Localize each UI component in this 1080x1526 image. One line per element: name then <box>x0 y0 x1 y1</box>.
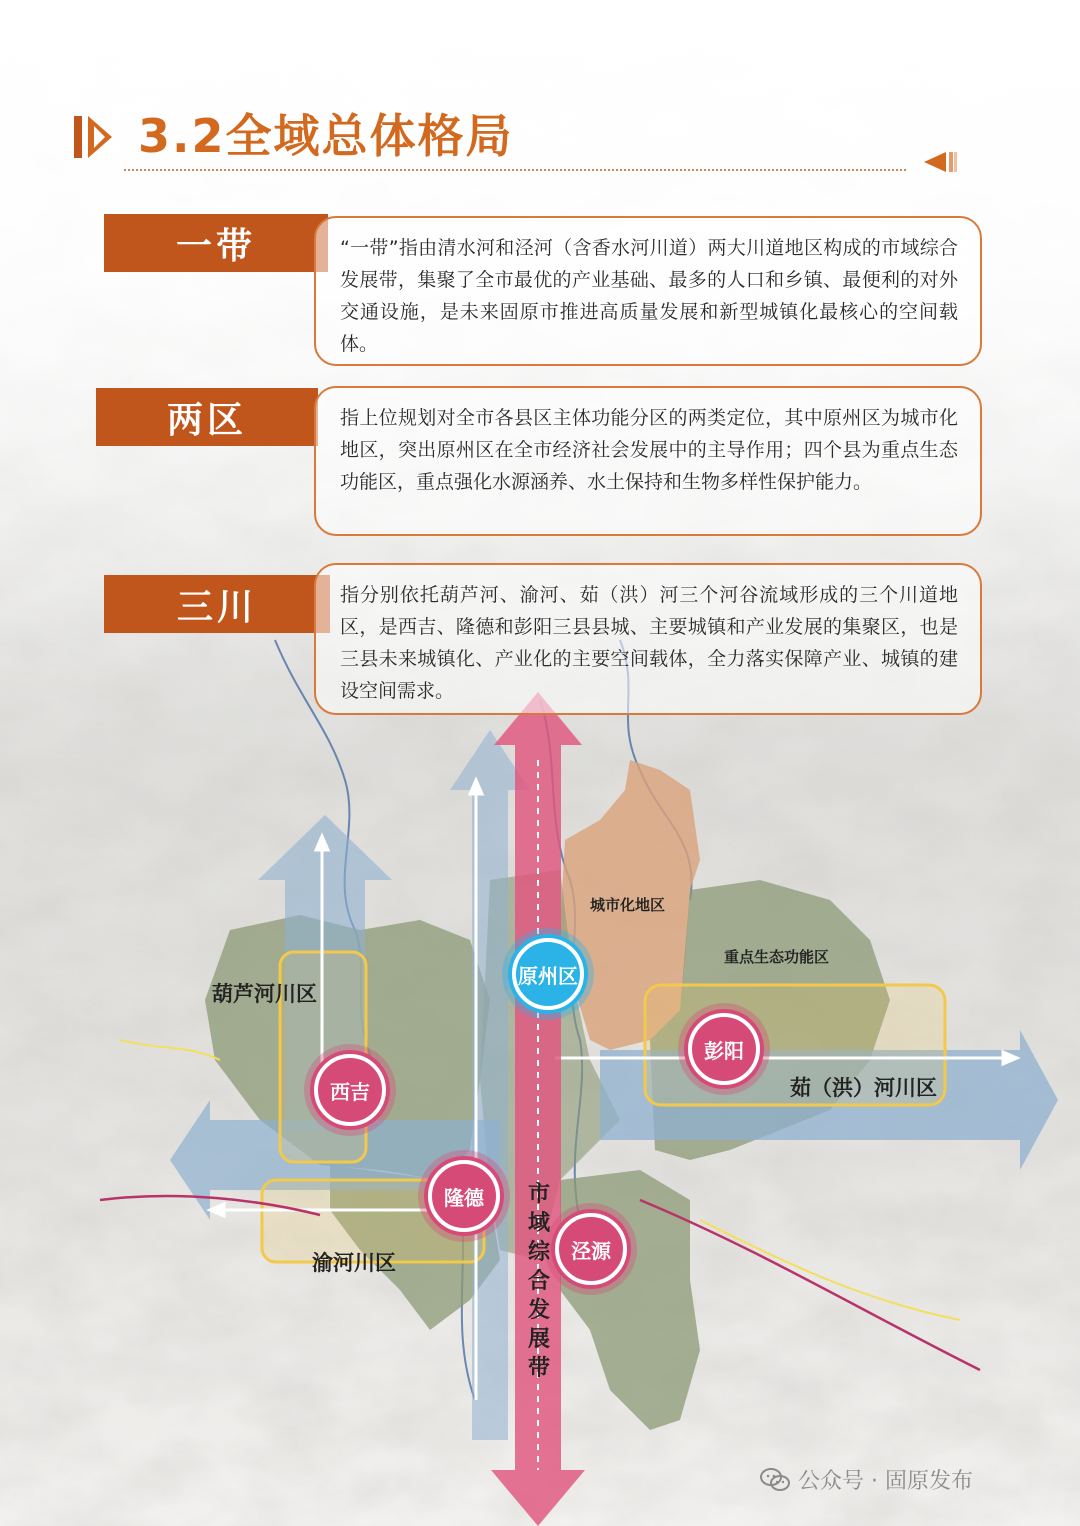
corridor-label-yu: 渝河川区 <box>312 1251 396 1275</box>
jingyuan-county-area <box>560 1170 700 1430</box>
band-label-char: 合 <box>527 1269 550 1294</box>
road-line <box>700 1220 960 1320</box>
band-label-char: 带 <box>527 1356 550 1381</box>
arrow-head <box>210 1204 224 1216</box>
corridor-label-hulu: 葫芦河川区 <box>212 982 317 1006</box>
section-label-sanchuan: 三川 <box>104 575 330 633</box>
footer-text: 公众号 · 固原发布 <box>798 1469 973 1494</box>
page-title: 3.2全域总体格局 <box>138 109 514 163</box>
node-jingyuan: 泾源 <box>555 1213 627 1285</box>
band-label-char: 域 <box>527 1211 550 1236</box>
road-line <box>120 1040 220 1060</box>
node-xiji: 西吉 <box>314 1054 386 1126</box>
zone-label-eco: 重点生态功能区 <box>724 948 830 966</box>
band-label-char: 展 <box>527 1327 550 1352</box>
corridor-label-ru: 茹（洪）河川区 <box>790 1076 937 1100</box>
section-text-sanchuan: 指分别依托葫芦河、渝河、茹（洪）河三个河谷流域形成的三个川道地区，是西吉、隆德和彭阳三县县城、主要城镇和产业发展的集聚区，也是三县未来城镇化、产业化的主要空间载体，全力落实保障产业、城镇的建设空间需求。 <box>314 563 982 715</box>
node-pengyang: 彭阳 <box>688 1013 760 1085</box>
section-label-liangqu: 两区 <box>96 388 318 446</box>
node-longde: 隆德 <box>428 1160 500 1232</box>
node-yuanzhou: 原州区 <box>512 938 584 1010</box>
section-text-liangqu: 指上位规划对全市各县区主体功能分区的两类定位，其中原州区为城市化地区，突出原州区在全市经济社会发展中的主导作用；四个县为重点生态功能区，重点强化水源涵养、水土保持和生物多样性保护能力。 <box>314 386 982 536</box>
band-label <box>524 1180 554 1383</box>
section-text-yidai: “一带”指由清水河和泾河（含香水河川道）两大川道地区构成的市域综合发展带，集聚了全市最优的产业基础、最多的人口和乡镇、最便利的对外交通设施，是未来固原市推进高质量发展和新型城镇化最核心的空间载体。 <box>314 216 982 366</box>
band-label-char: 综 <box>527 1240 550 1265</box>
band-label-char: 发 <box>527 1298 550 1323</box>
footer <box>760 1464 973 1495</box>
wechat-icon <box>760 1467 790 1493</box>
section-label-yidai: 一带 <box>104 214 328 272</box>
zone-label-urban: 城市化地区 <box>590 896 666 914</box>
band-label-char: 市 <box>527 1182 550 1207</box>
